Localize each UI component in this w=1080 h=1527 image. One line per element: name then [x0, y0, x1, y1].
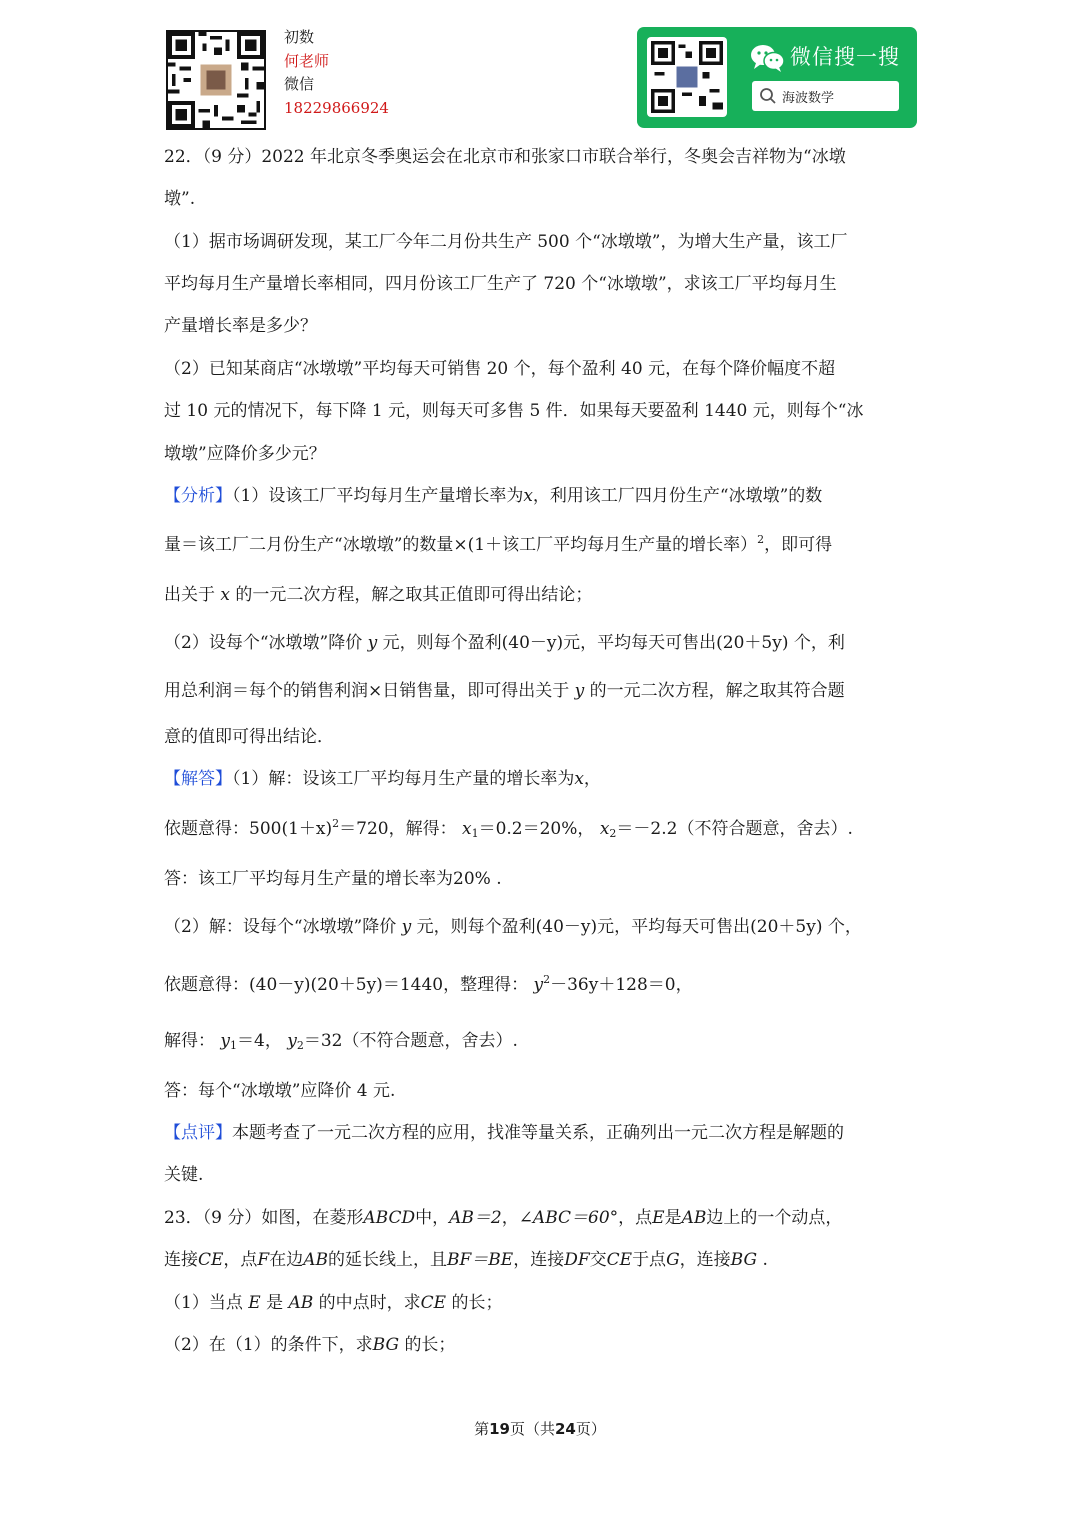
wechat-search-text: 海波数学	[782, 90, 835, 106]
q23-text: ，点	[223, 1250, 258, 1270]
math-var: x	[599, 819, 610, 839]
math-expr: (40－y)	[535, 917, 598, 937]
var-x: x	[523, 486, 533, 506]
wechat-search-banner	[637, 27, 917, 128]
math-var: CE	[606, 1250, 633, 1270]
var-y: y	[401, 917, 412, 937]
q22-part1-line-2: 平均每月生产量增长率相同，四月份该工厂生产了 720 个“冰墩墩”，求该工厂平均每月生	[164, 274, 837, 294]
math-var: E	[248, 1293, 261, 1313]
wechat-search-title: 微信搜一搜	[790, 45, 900, 69]
answer-bracket-close: 】	[215, 769, 232, 789]
q23-text: ，连接	[679, 1250, 731, 1270]
comment-bracket-open: 【	[164, 1123, 181, 1143]
answer-text: ，	[577, 819, 595, 839]
subscript: 2	[609, 827, 617, 840]
answer-text: 元，则每个盈利	[416, 917, 536, 937]
q23-text: （1）当点	[164, 1293, 243, 1313]
q22-part1-line-3: 产量增长率是多少？	[164, 316, 317, 336]
q23-text: ，连接	[513, 1250, 565, 1270]
math-expr: 500(1＋x)	[249, 819, 333, 839]
answer-tag: 解答	[181, 769, 215, 789]
analysis-text: 元，则每个盈利	[382, 633, 502, 653]
comment-bracket-close: 】	[215, 1123, 232, 1143]
q23-text: 连接	[164, 1250, 198, 1270]
q23-stem-line-1	[164, 1203, 842, 1228]
q23-text: 交	[589, 1250, 607, 1270]
q22-answer-line-2	[164, 814, 853, 840]
q23-text: 于点	[632, 1250, 667, 1270]
footer-prefix: 第	[474, 1420, 490, 1438]
math-expr: ∠ABC＝60°	[518, 1208, 619, 1228]
q22-part1-line-1: （1）据市场调研发现，某工厂今年二月份共生产 500 个“冰墩墩”，为增大生产量，该工厂	[164, 232, 848, 252]
q23-text: 中，	[415, 1208, 450, 1228]
math-expr: BF＝BE	[447, 1250, 514, 1270]
analysis-text: 量＝该工厂二月份生产“冰墩墩”的数量×(1＋该工厂平均每月生产量的增长率）	[164, 535, 758, 555]
q23-text: 是	[266, 1293, 284, 1313]
q22-part2-line-2: 过 10 元的情况下，每下降 1 元，则每天可多售 5 件．如果每天要盈利 1440 元，则每个“冰	[164, 401, 864, 421]
math-var: G	[666, 1250, 680, 1270]
contact-subject: 初数	[284, 28, 315, 46]
math-expr: AB＝2	[449, 1208, 502, 1228]
math-var: ABCD	[363, 1208, 416, 1228]
answer-text: （2）解：设每个“冰墩墩”降价	[164, 917, 397, 937]
q22-answer-line-6	[164, 1026, 518, 1052]
math-expr: ＝0.2＝20%	[478, 819, 578, 839]
answer-text: 答：该工厂平均每月生产量的增长率为	[164, 869, 453, 889]
analysis-text: ，利用该工厂四月份生产“冰墩墩”的数	[532, 486, 823, 506]
analysis-bracket-open: 【	[164, 486, 181, 506]
contact-phone: 18229866924	[284, 98, 389, 117]
wechat-logo-icon	[750, 43, 786, 73]
subscript: 1	[471, 827, 479, 840]
page-footer	[0, 1418, 1080, 1439]
qr-code-image	[166, 30, 266, 130]
contact-info	[284, 26, 389, 120]
answer-text: 依题意得：	[164, 819, 249, 839]
search-icon	[759, 87, 777, 105]
math-var: AB	[303, 1250, 328, 1270]
q22-answer-line-4	[164, 912, 862, 937]
math-expr: ＝32	[303, 1031, 343, 1051]
math-var: DF	[564, 1250, 590, 1270]
math-expr: (20＋5y)	[716, 633, 789, 653]
math-expr: (20＋5y)	[750, 917, 823, 937]
footer-middle: 页（共	[509, 1420, 555, 1438]
superscript: 2	[757, 533, 765, 546]
var-y: y	[367, 633, 378, 653]
q22-stem-line-1: 22．（9 分）2022 年北京冬季奥运会在北京市和张家口市联合举行，冬奥会吉祥物为“冰墩	[164, 147, 846, 167]
q23-text: 的延长线上，且	[328, 1250, 447, 1270]
answer-bracket-open: 【	[164, 769, 181, 789]
math-expr: (40－y)	[501, 633, 564, 653]
analysis-text: 用总利润＝每个的销售利润×日销售量，即可得出关于	[164, 681, 570, 701]
q22-part2-line-1: （2）已知某商店“冰墩墩”平均每天可销售 20 个，每个盈利 40 元，在每个降价幅度不超	[164, 359, 836, 379]
q22-answer-line-5	[164, 970, 693, 995]
q22-part2-line-3: 墩墩”应降价多少元？	[164, 444, 326, 464]
var-x: x	[574, 769, 584, 789]
q22-analysis-line-5	[164, 676, 845, 701]
answer-text: 个，	[827, 917, 862, 937]
math-var: F	[257, 1250, 270, 1270]
q22-analysis-line-4	[164, 628, 845, 653]
q23-text: 在边	[269, 1250, 304, 1270]
q23-text: 的中点时，求	[318, 1293, 421, 1313]
q22-comment-line-2: 关键.	[164, 1165, 204, 1185]
analysis-text: ，即可得	[764, 535, 833, 555]
q22-analysis-line-3	[164, 580, 592, 605]
comment-tag: 点评	[181, 1123, 215, 1143]
page-header	[0, 0, 1080, 140]
q23-text: ，点	[618, 1208, 653, 1228]
q23-text: （2）在（1）的条件下，求	[164, 1335, 373, 1355]
math-var: AB	[681, 1208, 707, 1228]
q23-part2	[164, 1330, 455, 1355]
contact-teacher: 何老师	[284, 51, 330, 70]
superscript: 2	[543, 973, 551, 986]
q23-stem-line-2	[164, 1245, 768, 1270]
var-x: x	[220, 585, 230, 605]
math-var: AB	[288, 1293, 314, 1313]
answer-text: ，	[675, 975, 693, 995]
subscript: 2	[296, 1039, 304, 1052]
math-expr: 20%	[453, 869, 491, 889]
math-var: BG	[372, 1335, 400, 1355]
answer-text: ，	[583, 769, 601, 789]
q23-text: .	[762, 1250, 768, 1270]
q23-text: 是	[664, 1208, 682, 1228]
q22-stem-line-2: 墩”.	[164, 189, 196, 209]
wechat-qr-code-image	[647, 37, 727, 117]
math-var: CE	[420, 1293, 447, 1313]
answer-text: ，解得：	[388, 819, 457, 839]
q23-text: 边上的一个动点，	[706, 1208, 843, 1228]
math-var: y	[533, 975, 544, 995]
answer-text: ，	[264, 1031, 282, 1051]
q22-analysis-line-2	[164, 530, 832, 555]
analysis-text: 元，平均每天可售出	[563, 633, 717, 653]
analysis-tag: 分析	[181, 486, 215, 506]
analysis-text: 的一元二次方程，解之取其符合题	[589, 681, 845, 701]
math-expr: －36y＋128＝0	[550, 975, 676, 995]
math-var: y	[287, 1031, 297, 1051]
answer-text: （1）解：设该工厂平均每月生产量的增长率为	[232, 769, 575, 789]
math-expr: ＝4	[237, 1031, 265, 1051]
answer-text: （不符合题意，舍去）.	[677, 819, 853, 839]
math-var: x	[461, 819, 472, 839]
comment-text: 本题考查了一元二次方程的应用，找准等量关系，正确列出一元二次方程是解题的	[232, 1123, 844, 1143]
analysis-text: 的一元二次方程，解之取其正值即可得出结论；	[235, 585, 593, 605]
wechat-search-box[interactable]	[752, 81, 899, 111]
superscript: 2	[332, 817, 340, 830]
q22-analysis-line-6: 意的值即可得出结论．	[164, 727, 334, 747]
answer-text: 解得：	[164, 1031, 215, 1051]
q22-answer-line-7: 答：每个“冰墩墩”应降价 4 元.	[164, 1081, 396, 1101]
q23-part1	[164, 1288, 502, 1313]
contact-wechat-label: 微信	[284, 75, 315, 93]
q23-text: 23．（9 分）如图，在菱形	[164, 1208, 364, 1228]
math-expr: ＝－2.2	[616, 819, 678, 839]
math-var: E	[652, 1208, 665, 1228]
q22-comment-line-1	[164, 1118, 844, 1143]
math-expr: (40－y)(20＋5y)＝1440	[249, 975, 444, 995]
footer-total-pages: 24	[555, 1420, 576, 1438]
q22-answer-line-3	[164, 864, 502, 889]
math-var: y	[220, 1031, 231, 1051]
q23-text: 的长；	[404, 1335, 456, 1355]
answer-text: （不符合题意，舍去）.	[342, 1031, 518, 1051]
analysis-bracket-close: 】	[215, 486, 232, 506]
footer-page-number: 19	[489, 1420, 510, 1438]
footer-suffix: 页）	[575, 1420, 606, 1438]
analysis-text: （2）设每个“冰墩墩”降价	[164, 633, 363, 653]
answer-text: 依题意得：	[164, 975, 249, 995]
q23-text: ，	[501, 1208, 519, 1228]
answer-text: 元，平均每天可售出	[597, 917, 751, 937]
math-var: CE	[198, 1250, 224, 1270]
answer-text: .	[496, 869, 502, 889]
q22-answer-line-1	[164, 764, 601, 789]
math-expr: ＝720	[339, 819, 389, 839]
q22-analysis-line-1	[164, 481, 822, 506]
var-y: y	[574, 681, 585, 701]
analysis-text: （1）设该工厂平均每月生产量增长率为	[232, 486, 524, 506]
answer-text: ，整理得：	[443, 975, 529, 995]
subscript: 1	[230, 1039, 238, 1052]
math-var: BG	[730, 1250, 758, 1270]
analysis-text: 出关于	[164, 585, 215, 605]
q23-text: 的长；	[451, 1293, 503, 1313]
analysis-text: 个，利	[793, 633, 845, 653]
